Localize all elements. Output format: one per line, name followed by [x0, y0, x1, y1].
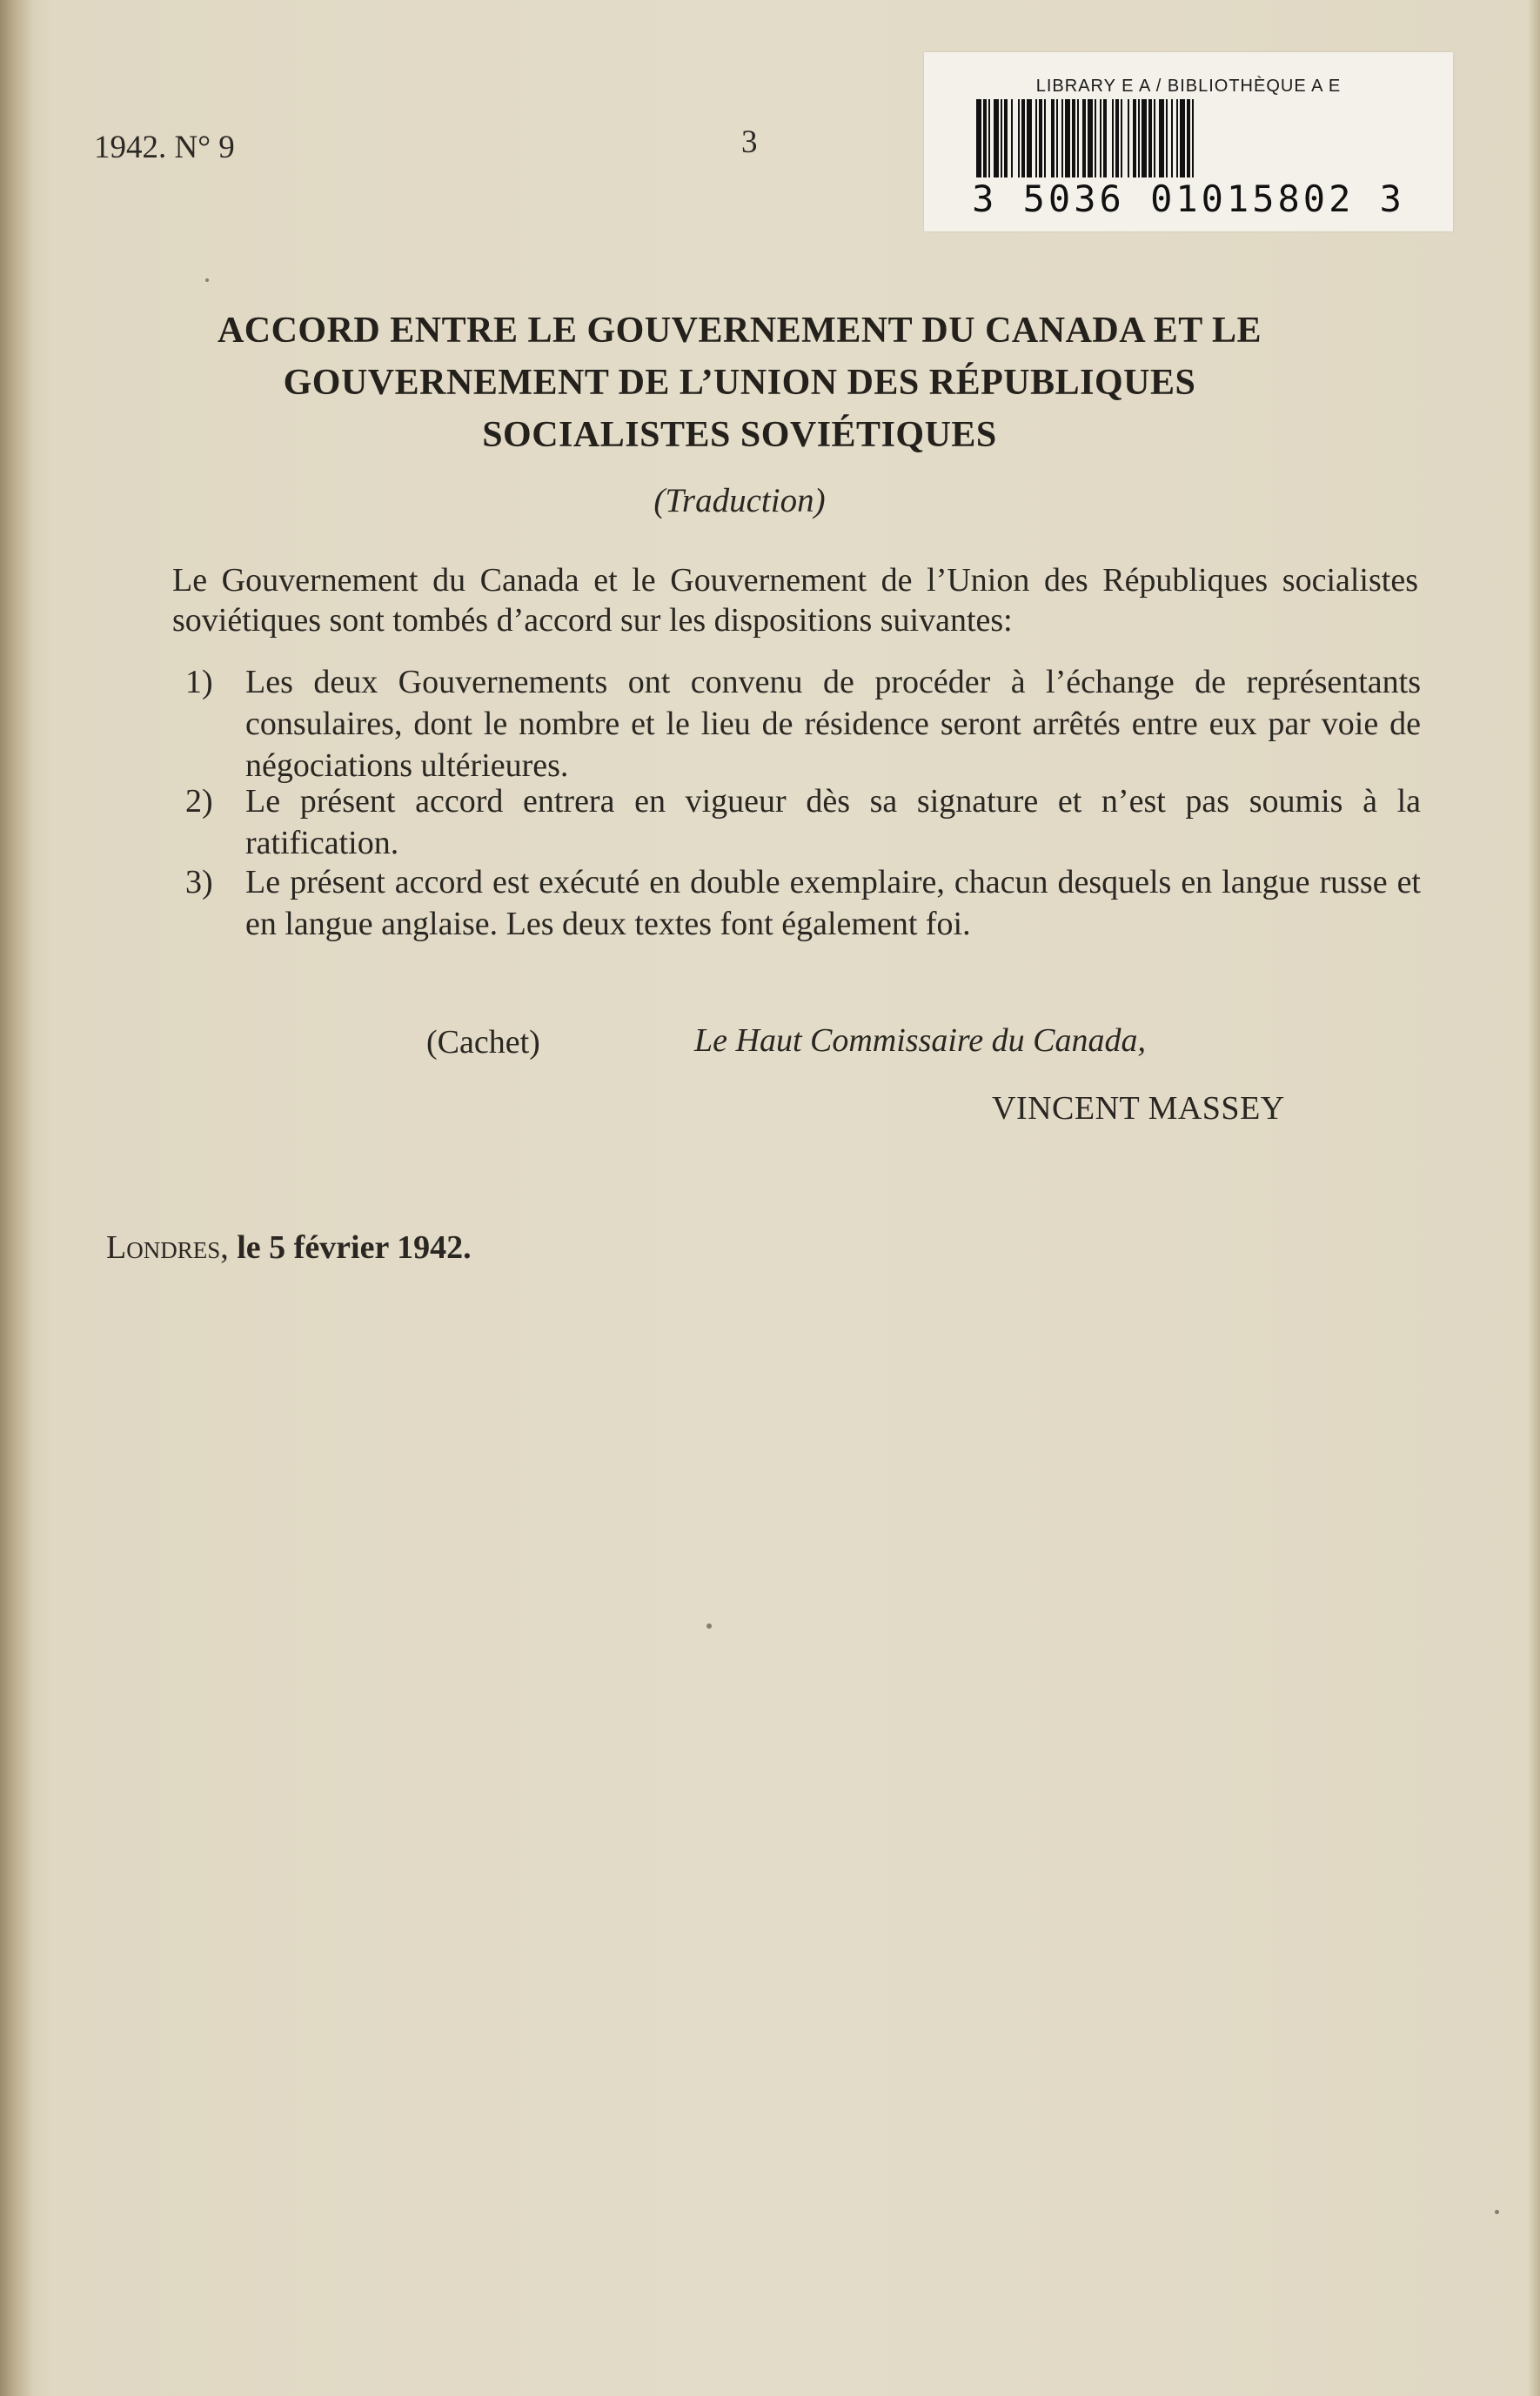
- signing-date: le 5 février 1942.: [237, 1229, 472, 1266]
- title-line-1: ACCORD ENTRE LE GOUVERNEMENT DU CANADA ET LE: [217, 311, 1262, 351]
- article-3: [187, 861, 1421, 945]
- library-caption: LIBRARY E A / BIBLIOTHÈQUE A E: [1035, 77, 1342, 96]
- seal-notation: (Cachet): [426, 1024, 540, 1061]
- signer-name: VINCENT MASSEY: [992, 1090, 1285, 1127]
- article-number: 1): [185, 664, 213, 700]
- signer-title: Le Haut Commissaire du Canada,: [694, 1022, 1147, 1059]
- article-1: [187, 661, 1421, 786]
- intro-paragraph: [96, 560, 1418, 640]
- barcode-number: 3 5036 01015802 3: [972, 177, 1405, 220]
- page-number: 3: [741, 124, 758, 160]
- article-text: Le présent accord est exécuté en double exemplaire, chacun desquels en langue russe et en langue anglaise. Les deux textes font également foi.: [245, 864, 1421, 942]
- article-text: Le présent accord entrera en vigueur dès sa signature et n’est pas soumis à la ratification.: [245, 783, 1421, 861]
- paper-speck: [205, 278, 209, 282]
- document-subtitle: (Traduction): [653, 482, 826, 519]
- article-number: 3): [185, 864, 213, 900]
- page-header-year-number: 1942. N° 9: [94, 130, 235, 165]
- title-line-3: SOCIALISTES SOVIÉTIQUES: [482, 415, 997, 455]
- binding-edge-shadow: [0, 0, 33, 2396]
- document-title: [131, 305, 1349, 461]
- page-edge-shadow: [1528, 0, 1540, 2396]
- article-number: 2): [185, 783, 213, 820]
- paper-speck: [1495, 2210, 1499, 2214]
- paper-speck: [706, 1623, 712, 1629]
- article-text: Les deux Gouvernements ont convenu de procéder à l’échange de représentants consulaires, dont le nombre et le lieu de résidence seront arrêtés entre eux par voie de négociations ultérieures.: [245, 664, 1421, 784]
- title-line-2: GOUVERNEMENT DE L’UNION DES RÉPUBLIQUES: [283, 363, 1196, 403]
- article-2: [187, 780, 1421, 864]
- place-name: Londres,: [106, 1229, 229, 1266]
- place-and-date: [106, 1228, 472, 1267]
- intro-text: Le Gouvernement du Canada et le Gouvernement de l’Union des Républiques socialistes soviétiques sont tombés d’accord sur les dispositions suivantes:: [172, 562, 1418, 639]
- barcode-icon: [976, 99, 1403, 177]
- library-barcode-label: [924, 52, 1453, 231]
